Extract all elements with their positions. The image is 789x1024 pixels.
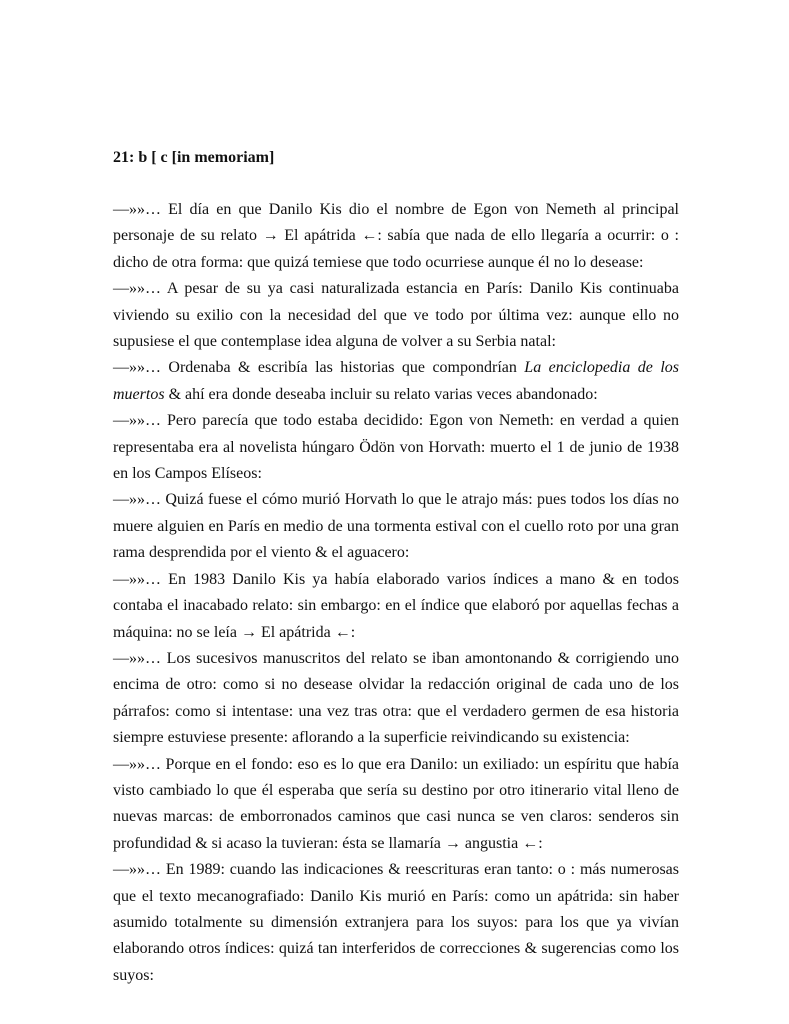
paragraph-text: —»»… El día en que Danilo Kis dio el nombre de Egon von Nemeth al principal personaje de su relato → El apátrida ←: sabía que nada de ello llegaría a ocurrir: o : dicho de otra forma: que quizá temiese que todo ocurriese aunque él no lo desease: <box>113 201 679 271</box>
paragraph-9 <box>113 857 679 989</box>
paragraph-text: —»»… En 1989: cuando las indicaciones & reescrituras eran tanto: o : más numerosas que el texto mecanografiado: Danilo Kis murió en París: como un apátrida: sin haber asumido totalmente su dimensión extranjera para los suyos: para los que ya vivían elaborando otros índices: quizá tan interferidos de correcciones & sugerencias como los suyos: <box>113 861 679 984</box>
paragraph-6 <box>113 567 679 646</box>
paragraph-text: —»»… Ordenaba & escribía las historias que compondrían <box>113 359 525 377</box>
paragraph-text: —»»… En 1983 Danilo Kis ya había elaborado varios índices a mano & en todos contaba el inacabado relato: sin embargo: en el índice que elaboró por aquellas fechas a máquina: no se leía → El apátrida ←: <box>113 570 679 641</box>
paragraph-text: —»»… Los sucesivos manuscritos del relato se iban amontonando & corrigiendo uno encima de otro: como si no desease olvidar la redacción original de cada uno de los párrafos: como si intentase: una vez tras otra: que el verdadero germen de esa historia siempre estuviese presente: aflorando a la superficie reivindicando su existencia: <box>113 649 679 747</box>
paragraph-text: —»»… A pesar de su ya casi naturalizada estancia en París: Danilo Kis continuaba viviendo su exilio con la necesidad del que ve todo por última vez: aunque ello no supusiese el que contemplase idea alguna de volver a su Serbia natal: <box>113 280 679 351</box>
paragraph-3 <box>113 355 679 408</box>
paragraph-text: & ahí era donde deseaba incluir su relato varias veces abandonado: <box>164 385 598 403</box>
paragraph-7 <box>113 646 679 752</box>
paragraph-8 <box>113 752 679 858</box>
paragraph-text: —»»… Porque en el fondo: eso es lo que era Danilo: un exiliado: un espíritu que había visto cambiado lo que él esperaba que sería su destino por otro itinerario vital lleno de nuevas marcas: de emborronados caminos que casi nunca se ven claros: senderos sin profundidad & si acaso la tuvieran: ésta se llamaría → angustia ←: <box>113 755 679 852</box>
book-title: La enciclopedia de los muertos <box>113 359 679 403</box>
paragraph-text: —»»… Pero parecía que todo estaba decidido: Egon von Nemeth: en verdad a quien representaba era al novelista húngaro Ödön von Horvath: muerto el 1 de junio de 1938 en los Campos Elíseos: <box>113 412 679 483</box>
section-heading: 21: b [ c [in memoriam] <box>113 149 275 166</box>
paragraph-4 <box>113 408 679 487</box>
paragraph-text: —»»… Quizá fuese el cómo murió Horvath lo que le atrajo más: pues todos los días no muere alguien en París en medio de una tormenta estival con el cuello roto por una gran rama desprendida por el viento & el aguacero: <box>113 491 679 562</box>
document-page <box>113 148 679 989</box>
paragraph-5 <box>113 487 679 566</box>
paragraph-1 <box>113 197 679 276</box>
paragraph-2 <box>113 276 679 355</box>
